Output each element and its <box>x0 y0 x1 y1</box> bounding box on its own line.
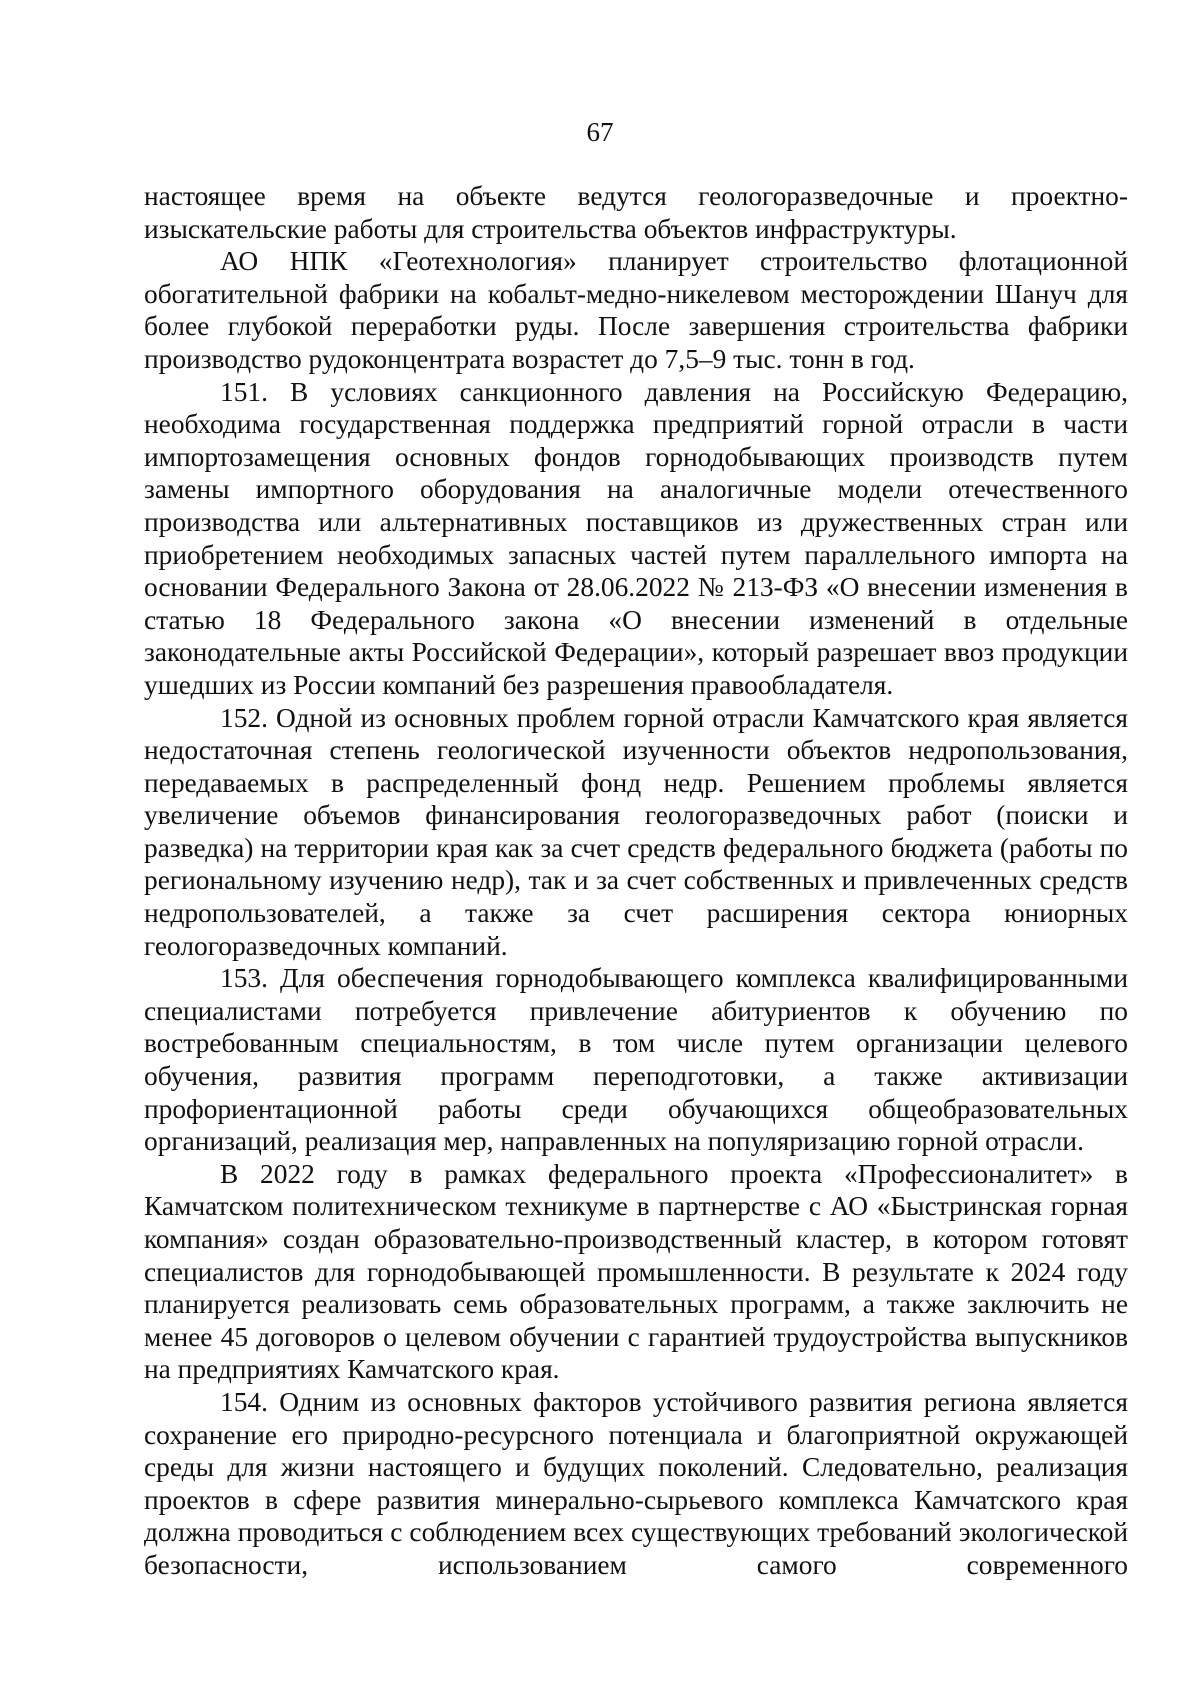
page-number: 67 <box>586 117 614 147</box>
paragraph-152: 152. Одной из основных проблем горной отрасли Камчатского края является недостаточная степень геологической изученности объектов недропользования, передаваемых в распределенный фонд недр. Решением проблемы является увеличение объемов финансирования геологоразведочных работ (поиски и разведка) на территории края как за счет средств федерального бюджета (работы по региональному изучению недр), так и за счет собственных и привлеченных средств недропользователей, а также за счет расширения сектора юниорных геологоразведочных компаний. <box>144 702 1128 961</box>
paragraph-154: 154. Одним из основных факторов устойчивого развития региона является сохранение его природно-ресурсного потенциала и благоприятной окружающей среды для жизни настоящего и будущих поколений. Следовательно, реализация проектов в сфере развития минерально-сырьевого комплекса Камчатского края должна проводиться с соблюдением всех существующих требований экологической безопасности, использованием самого современного <box>144 1386 1128 1580</box>
document-body <box>144 180 1128 1582</box>
paragraph-continuation: настоящее время на объекте ведутся геологоразведочные и проектно-изыскательские работы для строительства объектов инфраструктуры. <box>144 181 1128 244</box>
paragraph-professionalitet: В 2022 году в рамках федерального проекта «Профессионалитет» в Камчатском политехническом техникуме в партнерстве с АО «Быстринская горная компания» создан образовательно-производственный кластер, в котором готовят специалистов для горнодобывающей промышленности. В результате к 2024 году планируется реализовать семь образовательных программ, а также заключить не менее 45 договоров о целевом обучении с гарантией трудоустройства выпускников на предприятиях Камчатского края. <box>144 1158 1128 1385</box>
paragraph-153: 153. Для обеспечения горнодобывающего комплекса квалифицированными специалистами потребуется привлечение абитуриентов к обучению по востребованным специальностям, в том числе путем организации целевого обучения, развития программ переподготовки, а также активизации профориентационной работы среди обучающихся общеобразовательных организаций, реализация мер, направленных на популяризацию горной отрасли. <box>144 963 1128 1157</box>
paragraph-geotechnology: АО НПК «Геотехнология» планирует строительство флотационной обогатительной фабрики на кобальт-медно-никелевом месторождении Шануч для более глубокой переработки руды. После завершения строительства фабрики производство рудоконцентрата возрастет до 7,5–9 тыс. тонн в год. <box>144 246 1128 374</box>
paragraph-151: 151. В условиях санкционного давления на Российскую Федерацию, необходима государственная поддержка предприятий горной отрасли в части импортозамещения основных фондов горнодобывающих производств путем замены импортного оборудования на аналогичные модели отечественного производства или альтернативных поставщиков из дружественных стран или приобретением необходимых запасных частей путем параллельного импорта на основании Федерального Закона от 28.06.2022 № 213-ФЗ «О внесении изменения в статью 18 Федерального закона «О внесении изменений в отдельные законодательные акты Российской Федерации», который разрешает ввоз продукции ушедших из России компаний без разрешения правообладателя. <box>144 376 1128 700</box>
